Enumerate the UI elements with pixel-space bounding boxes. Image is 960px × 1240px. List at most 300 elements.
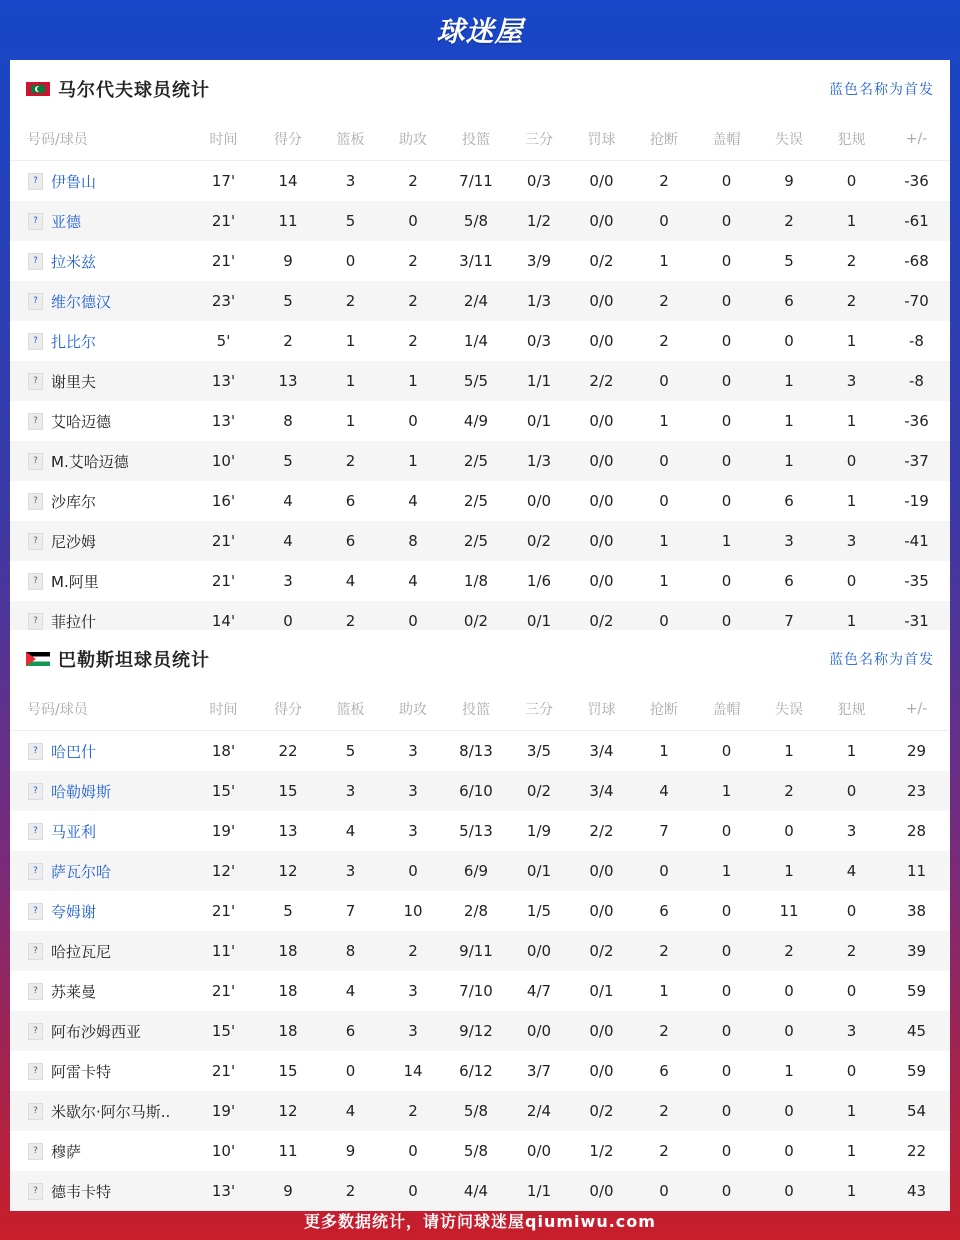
player-name[interactable]: 尼沙姆 xyxy=(51,532,97,551)
stat-cell: 12 xyxy=(257,1091,319,1131)
player-cell[interactable] xyxy=(10,1011,190,1051)
stat-cell: 1 xyxy=(758,361,820,401)
column-header: 失误 xyxy=(758,118,820,161)
stat-cell: 2/5 xyxy=(444,441,508,481)
stat-cell: 4/4 xyxy=(444,1171,508,1211)
stat-cell: -61 xyxy=(883,201,950,241)
team-card-palestine xyxy=(10,630,950,1200)
stat-cell: 1 xyxy=(846,492,857,510)
stat-cell: 15 xyxy=(257,771,319,811)
stat-cell: 0 xyxy=(382,601,444,641)
stat-cell: 0/0 xyxy=(570,281,633,321)
app-header xyxy=(0,0,960,60)
stat-cell: 9 xyxy=(784,172,794,190)
stat-cell: 4/7 xyxy=(526,982,552,1000)
player-name[interactable]: 夸姆谢 xyxy=(51,902,97,921)
stat-cell: 1 xyxy=(820,601,883,641)
stat-cell: 8 xyxy=(382,521,444,561)
stat-cell: 3 xyxy=(319,771,382,811)
table-row[interactable] xyxy=(10,1051,950,1091)
stat-cell: 13' xyxy=(190,1171,257,1211)
stat-cell: -35 xyxy=(904,572,929,590)
stat-cell: 3/7 xyxy=(526,1062,552,1080)
stat-cell: 14 xyxy=(403,1062,423,1080)
stat-cell: 9/12 xyxy=(444,1011,508,1051)
maldives-flag-icon xyxy=(26,82,50,96)
stat-cell: 0 xyxy=(721,1062,732,1080)
column-header: 犯规 xyxy=(820,688,883,731)
stat-cell: 0/0 xyxy=(589,492,614,510)
stat-cell: 2 xyxy=(319,601,382,641)
stat-cell: 5/8 xyxy=(463,1142,489,1160)
stat-cell: 0 xyxy=(257,601,319,641)
stat-cell: 3 xyxy=(408,742,418,760)
table-row[interactable] xyxy=(10,521,950,561)
stat-cell: 17' xyxy=(211,172,236,190)
stat-cell: -68 xyxy=(904,252,929,270)
stat-cell: 0 xyxy=(721,1142,732,1160)
stat-cell: 0 xyxy=(695,601,758,641)
table-row[interactable] xyxy=(10,481,950,521)
stat-cell: 5/8 xyxy=(444,201,508,241)
stat-cell: 0 xyxy=(758,1011,820,1051)
player-name[interactable]: 德韦卡特 xyxy=(51,1182,112,1201)
stat-cell: 9 xyxy=(257,1171,319,1211)
stat-cell: 2 xyxy=(382,931,444,971)
stat-cell: 1/4 xyxy=(463,332,489,350)
player-name[interactable]: 亚德 xyxy=(51,212,82,231)
stat-cell: 0 xyxy=(695,931,758,971)
player-name[interactable]: 菲拉什 xyxy=(51,612,97,631)
player-cell[interactable] xyxy=(10,161,190,202)
column-header: 三分 xyxy=(508,688,570,731)
player-cell[interactable] xyxy=(10,1131,190,1171)
stat-cell: 2 xyxy=(659,1142,669,1160)
stat-cell: 21' xyxy=(211,902,236,920)
column-header: 篮板 xyxy=(319,688,382,731)
player-cell[interactable] xyxy=(10,561,190,601)
player-name[interactable]: 米歇尔·阿尔马斯.. xyxy=(51,1102,171,1121)
table-row[interactable] xyxy=(10,851,950,891)
player-avatar-icon: ? xyxy=(28,413,43,430)
player-avatar-icon: ? xyxy=(28,743,43,760)
stat-cell: 0 xyxy=(633,1171,695,1211)
player-name[interactable]: 哈勒姆斯 xyxy=(51,782,112,801)
stat-cell: 4 xyxy=(408,572,418,590)
table-row[interactable] xyxy=(10,971,950,1011)
column-header: 号码/球员 xyxy=(10,118,190,161)
table-header xyxy=(10,118,950,161)
stat-cell: 2 xyxy=(820,281,883,321)
stat-cell: 3/5 xyxy=(526,742,552,760)
stat-cell: 21' xyxy=(211,1062,236,1080)
stat-cell: 5' xyxy=(216,332,231,350)
table-row[interactable] xyxy=(10,891,950,931)
stat-cell: 0/1 xyxy=(508,601,570,641)
stat-cell: 1 xyxy=(659,742,669,760)
stat-cell: 3/4 xyxy=(589,742,614,760)
player-name[interactable]: 伊鲁山 xyxy=(51,172,97,191)
stat-cell: 0/2 xyxy=(444,601,508,641)
stat-cell: 0 xyxy=(846,172,857,190)
player-cell[interactable] xyxy=(10,771,190,811)
table-row[interactable] xyxy=(10,401,950,441)
stat-cell: 0/2 xyxy=(508,521,570,561)
stat-cell: 0 xyxy=(846,572,857,590)
stat-cell: 7 xyxy=(659,822,669,840)
table-row[interactable] xyxy=(10,771,950,811)
stat-cell: 7/11 xyxy=(459,172,493,190)
table-row[interactable] xyxy=(10,561,950,601)
table-row[interactable] xyxy=(10,201,950,241)
stat-cell: 1 xyxy=(659,572,669,590)
stat-cell: 1/2 xyxy=(589,1142,614,1160)
stat-cell: 1 xyxy=(695,771,758,811)
team-title: 巴勒斯坦球员统计 xyxy=(58,650,210,671)
player-cell[interactable] xyxy=(10,1051,190,1091)
stat-cell: 45 xyxy=(883,1011,950,1051)
player-avatar-icon: ? xyxy=(28,983,43,1000)
stat-cell: 3 xyxy=(820,361,883,401)
stat-cell: 0 xyxy=(758,1171,820,1211)
stat-cell: 1/1 xyxy=(508,361,570,401)
stat-cell: 4 xyxy=(408,492,418,510)
stat-cell: 1 xyxy=(695,521,758,561)
stat-cell: 1 xyxy=(382,361,444,401)
player-name[interactable]: M.阿里 xyxy=(51,572,99,591)
column-header: 号码/球员 xyxy=(10,688,190,731)
stat-cell: 0 xyxy=(695,1011,758,1051)
stat-cell: 1 xyxy=(846,742,857,760)
stat-cell: 59 xyxy=(906,1062,927,1080)
stat-cell: 6 xyxy=(319,521,382,561)
player-avatar-icon: ? xyxy=(28,373,43,390)
column-header: 抢断 xyxy=(633,688,695,731)
stat-cell: 18 xyxy=(257,931,319,971)
column-header: 盖帽 xyxy=(695,118,758,161)
player-avatar-icon: ? xyxy=(28,293,43,310)
stat-cell: 8 xyxy=(283,412,293,430)
stat-cell: 12' xyxy=(190,851,257,891)
stat-cell: 4 xyxy=(345,982,356,1000)
stat-cell: 0 xyxy=(758,1091,820,1131)
table-row[interactable] xyxy=(10,241,950,281)
stat-cell: 5/8 xyxy=(444,1091,508,1131)
stat-cell: 3 xyxy=(382,771,444,811)
stat-cell: 2 xyxy=(283,332,293,350)
column-header: 助攻 xyxy=(382,118,444,161)
player-avatar-icon: ? xyxy=(28,783,43,800)
stat-cell: 0 xyxy=(408,412,418,430)
table-row[interactable] xyxy=(10,931,950,971)
player-name[interactable]: 阿雷卡特 xyxy=(51,1062,112,1081)
column-header: 抢断 xyxy=(633,118,695,161)
stat-cell: 3/4 xyxy=(570,771,633,811)
column-header: 得分 xyxy=(257,118,319,161)
player-avatar-icon: ? xyxy=(28,253,43,270)
player-cell[interactable] xyxy=(10,201,190,241)
player-cell[interactable] xyxy=(10,731,190,772)
stat-cell: 0/0 xyxy=(526,1142,552,1160)
stat-cell: 0 xyxy=(846,982,857,1000)
player-cell[interactable] xyxy=(10,891,190,931)
column-header: 得分 xyxy=(257,688,319,731)
player-name[interactable]: 马亚利 xyxy=(51,822,97,841)
table-header xyxy=(10,688,950,731)
stat-cell: 11 xyxy=(779,902,799,920)
stat-cell: 2/2 xyxy=(570,361,633,401)
table-row[interactable] xyxy=(10,1131,950,1171)
player-name[interactable]: M.艾哈迈德 xyxy=(51,452,129,471)
player-avatar-icon: ? xyxy=(28,863,43,880)
stat-cell: 0 xyxy=(633,851,695,891)
table-row[interactable] xyxy=(10,161,950,202)
stat-cell: 38 xyxy=(906,902,927,920)
site-logo: 球迷屋 xyxy=(436,15,524,48)
stat-cell: 0 xyxy=(695,281,758,321)
stat-cell: 6 xyxy=(345,492,356,510)
stat-cell: 0 xyxy=(784,1142,794,1160)
stat-cell: -8 xyxy=(883,361,950,401)
stat-cell: -70 xyxy=(883,281,950,321)
stat-cell: 1 xyxy=(659,252,669,270)
column-header: 犯规 xyxy=(820,118,883,161)
player-name[interactable]: 沙库尔 xyxy=(51,492,97,511)
stat-cell: 5 xyxy=(784,252,794,270)
stat-cell: 0 xyxy=(382,851,444,891)
stat-cell: 0/0 xyxy=(570,1011,633,1051)
stat-cell: 5 xyxy=(283,902,293,920)
player-name[interactable]: 萨瓦尔哈 xyxy=(51,862,112,881)
stat-cell: 13 xyxy=(257,361,319,401)
player-avatar-icon: ? xyxy=(28,943,43,960)
player-name[interactable]: 哈拉瓦尼 xyxy=(51,942,112,961)
stat-cell: 1 xyxy=(758,851,820,891)
table-row[interactable] xyxy=(10,441,950,481)
player-avatar-icon: ? xyxy=(28,213,43,230)
stat-cell: 3 xyxy=(820,1011,883,1051)
player-cell[interactable] xyxy=(10,441,190,481)
stat-cell: 0/1 xyxy=(526,412,552,430)
stat-cell: 13' xyxy=(211,412,236,430)
stat-cell: 1 xyxy=(659,412,669,430)
stat-cell: 2 xyxy=(408,332,418,350)
stat-cell: 29 xyxy=(906,742,927,760)
stat-cell: 23 xyxy=(883,771,950,811)
stat-cell: 0 xyxy=(695,361,758,401)
stat-cell: 3 xyxy=(820,521,883,561)
player-name[interactable]: 苏莱曼 xyxy=(51,982,97,1001)
stat-cell: 5 xyxy=(319,201,382,241)
stat-cell: 7 xyxy=(758,601,820,641)
player-name[interactable]: 谢里夫 xyxy=(51,372,97,391)
player-cell[interactable] xyxy=(10,321,190,361)
stat-cell: 0 xyxy=(721,572,732,590)
stat-cell: 18 xyxy=(278,982,298,1000)
stat-cell: 0/0 xyxy=(570,201,633,241)
stat-cell: 0/3 xyxy=(526,172,552,190)
team-card-maldives xyxy=(10,60,950,630)
stat-cell: 6 xyxy=(319,1011,382,1051)
stat-cell: 3/11 xyxy=(459,252,493,270)
stat-cell: 2 xyxy=(382,1091,444,1131)
stat-cell: 0 xyxy=(633,441,695,481)
player-name[interactable]: 扎比尔 xyxy=(51,332,97,351)
team-title-row xyxy=(10,630,950,688)
stat-cell: 6 xyxy=(659,902,669,920)
player-avatar-icon: ? xyxy=(28,1183,43,1200)
player-cell[interactable] xyxy=(10,481,190,521)
stat-cell: 2 xyxy=(659,332,669,350)
player-cell[interactable] xyxy=(10,811,190,851)
stat-cell: 2 xyxy=(633,1091,695,1131)
stat-cell: 2 xyxy=(319,441,382,481)
stat-cell: 1 xyxy=(633,521,695,561)
stat-cell: 8/13 xyxy=(459,742,493,760)
column-header: 助攻 xyxy=(382,688,444,731)
table-row[interactable] xyxy=(10,321,950,361)
stat-cell: 0 xyxy=(659,492,669,510)
stat-cell: 1 xyxy=(345,412,356,430)
player-name[interactable]: 拉米兹 xyxy=(51,252,97,271)
stat-cell: 21' xyxy=(211,572,236,590)
stat-cell: 1/6 xyxy=(526,572,552,590)
stat-cell: 18' xyxy=(211,742,236,760)
footer-banner[interactable] xyxy=(0,1200,960,1240)
stat-cell: 1 xyxy=(846,412,857,430)
table-row[interactable] xyxy=(10,361,950,401)
player-avatar-icon: ? xyxy=(28,903,43,920)
player-avatar-icon: ? xyxy=(28,533,43,550)
player-cell[interactable] xyxy=(10,521,190,561)
player-name[interactable]: 维尔德汉 xyxy=(51,292,112,311)
stat-cell: 0 xyxy=(695,1091,758,1131)
table-row[interactable] xyxy=(10,811,950,851)
table-row[interactable] xyxy=(10,1011,950,1051)
player-name[interactable]: 穆萨 xyxy=(51,1142,82,1161)
stat-cell: 2 xyxy=(659,172,669,190)
stat-cell: 0 xyxy=(721,332,732,350)
stat-cell: 0 xyxy=(345,252,356,270)
player-cell[interactable] xyxy=(10,1091,190,1131)
stats-table xyxy=(10,688,950,1211)
stat-cell: 2 xyxy=(382,281,444,321)
stat-cell: 1 xyxy=(659,982,669,1000)
stat-cell: 4 xyxy=(283,492,293,510)
stat-cell: 0 xyxy=(721,172,732,190)
stat-cell: 13' xyxy=(190,361,257,401)
stat-cell: 22 xyxy=(906,1142,927,1160)
stat-cell: -41 xyxy=(883,521,950,561)
player-cell[interactable] xyxy=(10,931,190,971)
column-header: 罚球 xyxy=(570,688,633,731)
stat-cell: 6 xyxy=(784,492,794,510)
stat-cell: 1 xyxy=(820,1171,883,1211)
team-title-row xyxy=(10,60,950,118)
player-avatar-icon: ? xyxy=(28,1103,43,1120)
stat-cell: 5 xyxy=(345,742,356,760)
column-header: 罚球 xyxy=(570,118,633,161)
stat-cell: 19' xyxy=(211,822,236,840)
stat-cell: 1 xyxy=(846,1142,857,1160)
stat-cell: 28 xyxy=(906,822,927,840)
starter-note: 蓝色名称为首发 xyxy=(829,652,934,668)
table-body xyxy=(10,731,950,1212)
column-header: 时间 xyxy=(190,688,257,731)
stat-cell: 1/1 xyxy=(508,1171,570,1211)
stat-cell: 0/0 xyxy=(508,931,570,971)
stat-cell: 2 xyxy=(846,252,857,270)
stat-cell: 7 xyxy=(345,902,356,920)
column-header: 时间 xyxy=(190,118,257,161)
stat-cell: 0 xyxy=(721,252,732,270)
starter-note: 蓝色名称为首发 xyxy=(829,82,934,98)
stat-cell: 6/9 xyxy=(444,851,508,891)
stat-cell: 1 xyxy=(846,332,857,350)
stat-cell: 0 xyxy=(721,742,732,760)
stat-cell: 3 xyxy=(758,521,820,561)
stat-cell: 0 xyxy=(695,1171,758,1211)
stat-cell: 3 xyxy=(319,851,382,891)
stat-cell: 2 xyxy=(820,931,883,971)
stat-cell: 2 xyxy=(319,1171,382,1211)
player-cell[interactable] xyxy=(10,361,190,401)
palestine-flag-icon xyxy=(26,652,50,666)
player-cell[interactable] xyxy=(10,281,190,321)
stat-cell: 2/5 xyxy=(463,492,489,510)
stat-cell: 21' xyxy=(190,521,257,561)
player-cell[interactable] xyxy=(10,971,190,1011)
player-name[interactable]: 阿布沙姆西亚 xyxy=(51,1022,142,1041)
stat-cell: 11 xyxy=(883,851,950,891)
stat-cell: 21' xyxy=(211,982,236,1000)
player-cell[interactable] xyxy=(10,851,190,891)
player-name[interactable]: 艾哈迈德 xyxy=(51,412,112,431)
stat-cell: 2/8 xyxy=(463,902,489,920)
stat-cell: -8 xyxy=(909,332,924,350)
column-header: 失误 xyxy=(758,688,820,731)
stat-cell: 3 xyxy=(283,572,293,590)
stat-cell: 1 xyxy=(382,441,444,481)
column-header: 三分 xyxy=(508,118,570,161)
player-name[interactable]: 哈巴什 xyxy=(51,742,97,761)
stat-cell: 11 xyxy=(257,201,319,241)
stat-cell: 0/0 xyxy=(526,492,552,510)
player-avatar-icon: ? xyxy=(28,1023,43,1040)
stat-cell: -36 xyxy=(904,172,929,190)
table-row[interactable] xyxy=(10,1091,950,1131)
stat-cell: 11' xyxy=(190,931,257,971)
stat-cell: 10' xyxy=(190,441,257,481)
stat-cell: 0 xyxy=(784,982,794,1000)
column-header: 篮板 xyxy=(319,118,382,161)
stat-cell: 0/1 xyxy=(508,851,570,891)
player-cell[interactable] xyxy=(10,241,190,281)
table-row[interactable] xyxy=(10,281,950,321)
stat-cell: 0 xyxy=(846,1062,857,1080)
stat-cell: 2 xyxy=(319,281,382,321)
stat-cell: 2/4 xyxy=(444,281,508,321)
stat-cell: 0/0 xyxy=(570,441,633,481)
table-row[interactable] xyxy=(10,731,950,772)
stat-cell: 1/9 xyxy=(526,822,552,840)
stat-cell: 6/12 xyxy=(459,1062,493,1080)
stat-cell: 10 xyxy=(403,902,423,920)
column-header: 盖帽 xyxy=(695,688,758,731)
player-avatar-icon: ? xyxy=(28,1063,43,1080)
stat-cell: 0 xyxy=(382,201,444,241)
player-cell[interactable] xyxy=(10,401,190,441)
